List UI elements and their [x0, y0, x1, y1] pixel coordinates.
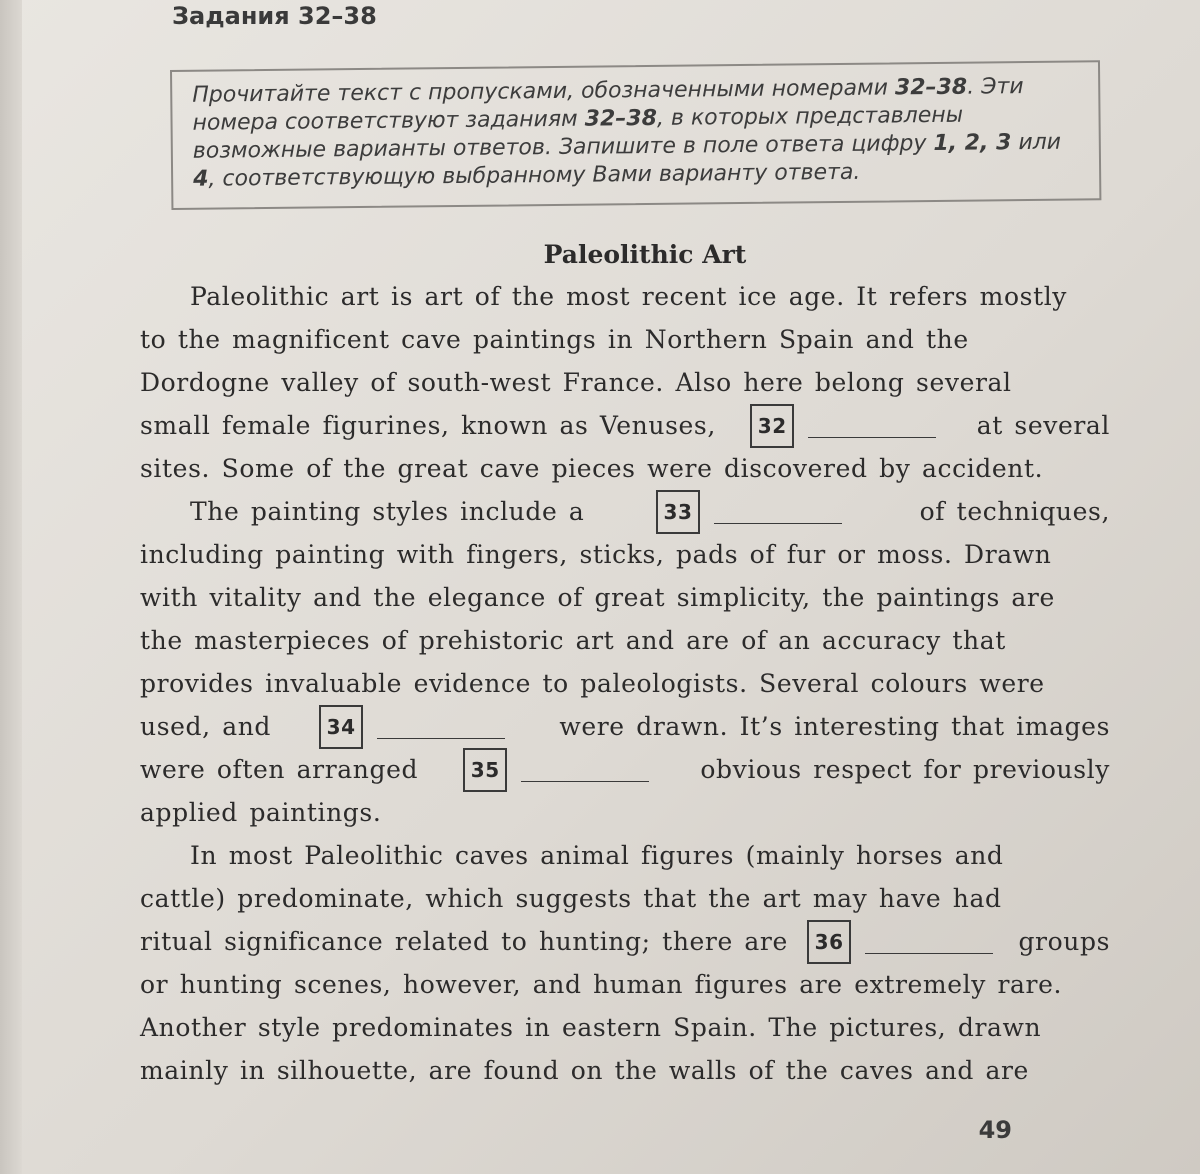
instructions-text: или	[1011, 129, 1062, 156]
instructions-text: Прочитайте текст с пропусками, обозначенными номерами	[192, 75, 896, 108]
text-line	[140, 1006, 1110, 1049]
text-line-content: Paleolithic art is art of the most recent ice age. It refers mostly	[190, 282, 1068, 311]
text-line	[140, 791, 1110, 834]
text-line-content: groups	[1018, 927, 1110, 956]
text-line-content: sites. Some of the great cave pieces were discovered by accident.	[140, 454, 1044, 483]
text-line	[140, 318, 1110, 361]
text-line-content: ritual significance related to hunting; there are	[140, 927, 788, 956]
page-number: 49	[978, 1116, 1012, 1144]
text-line	[140, 834, 1110, 877]
instructions-text: . Эти номера соответствуют заданиям	[192, 74, 1024, 136]
text-line	[140, 877, 1110, 920]
text-line	[140, 662, 1110, 705]
text-line-content: including painting with fingers, sticks, pads of fur or moss. Drawn	[140, 540, 1052, 569]
text-line	[140, 576, 1110, 619]
text-line	[140, 748, 1110, 791]
text-line	[140, 1049, 1110, 1092]
text-line	[140, 533, 1110, 576]
answer-blank	[521, 781, 649, 782]
text-line-content: obvious respect for previously	[700, 755, 1110, 784]
answer-blank	[808, 437, 936, 438]
instructions-digits: 1, 2, 3	[933, 130, 1012, 157]
instructions-task-range: 32–38	[584, 105, 658, 132]
text-line	[140, 275, 1110, 318]
instructions-digit-four: 4	[193, 166, 209, 192]
gap-number-box: 32	[750, 404, 794, 448]
text-line-content: were often arranged	[140, 755, 419, 784]
article	[140, 240, 1110, 1092]
instructions-text: , соответствующую выбранному Вами варианту ответа.	[208, 159, 861, 192]
text-line-content: or hunting scenes, however, and human figures are extremely rare.	[140, 970, 1063, 999]
text-line-content: provides invaluable evidence to paleologists. Several colours were	[140, 669, 1045, 698]
gap-number-box: 33	[656, 490, 700, 534]
text-line-content: at several	[976, 411, 1110, 440]
gap-number-box: 36	[807, 920, 851, 964]
text-line-content: the masterpieces of prehistoric art and are of an accuracy that	[140, 626, 1006, 655]
instructions-task-range: 32–38	[894, 74, 968, 101]
text-line-content: were drawn. It’s interesting that images	[559, 712, 1110, 741]
text-line	[140, 963, 1110, 1006]
section-title: Задания 32–38	[172, 2, 377, 30]
text-line	[140, 920, 1110, 963]
page-edge	[0, 0, 22, 1174]
article-title: Paleolithic Art	[543, 240, 747, 269]
answer-blank	[377, 738, 505, 739]
text-line-content: applied paintings.	[140, 798, 382, 827]
text-line	[140, 361, 1110, 404]
instructions-box	[170, 60, 1101, 210]
text-line-content: used, and	[140, 712, 272, 741]
text-line-content: The painting styles include a	[190, 497, 585, 526]
gap-number-box: 35	[463, 748, 507, 792]
text-line	[140, 404, 1110, 447]
text-line	[140, 490, 1110, 533]
text-line	[140, 447, 1110, 490]
text-line	[140, 705, 1110, 748]
text-line-content: of techniques,	[919, 497, 1110, 526]
answer-blank	[865, 953, 993, 954]
text-line-content: cattle) predominate, which suggests that the art may have had	[140, 884, 1002, 913]
text-line-content: In most Paleolithic caves animal figures (mainly horses and	[190, 841, 1004, 870]
text-line-content: to the magnificent cave paintings in Northern Spain and the	[140, 325, 969, 354]
text-line-content: Another style predominates in eastern Spain. The pictures, drawn	[140, 1013, 1042, 1042]
text-line-content: Dordogne valley of south-west France. Also here belong several	[140, 368, 1012, 397]
text-line-content: mainly in silhouette, are found on the walls of the caves and are	[140, 1056, 1029, 1085]
text-line	[140, 619, 1110, 662]
gap-number-box: 34	[319, 705, 363, 749]
text-line-content: small female figurines, known as Venuses,	[140, 411, 716, 440]
instructions-text: , в которых представлены возможные варианты ответов. Запишите в поле ответа цифру	[192, 102, 964, 164]
text-line-content: with vitality and the elegance of great simplicity, the paintings are	[140, 583, 1055, 612]
answer-blank	[714, 523, 842, 524]
